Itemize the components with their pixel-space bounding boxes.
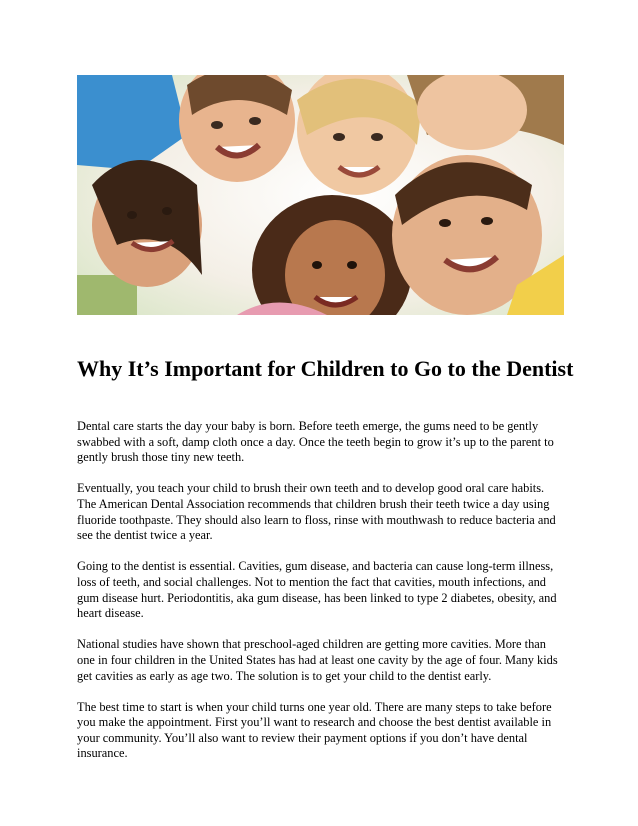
- children-smiling-photo: [77, 75, 564, 315]
- paragraph-national-studies: National studies have shown that preschool-aged children are getting more cavities. More than one in four children in the United States has had at least one cavity by the age of four. Many kids get cavities as early as age two. The solution is to get your child to the dentist early.: [77, 637, 558, 683]
- paragraph-oral-care-habits: Eventually, you teach your child to brush their own teeth and to develop good oral care habits. The American Dental Association recommends that children brush their teeth twice a day using fluoride toothpaste. They should also learn to floss, rinse with mouthwash to reduce bacteria and see the dentist twice a year.: [77, 481, 556, 543]
- article-body: [77, 419, 563, 778]
- article-title: Why It’s Important for Children to Go to the Dentist: [77, 356, 574, 381]
- children-photo-illustration: [77, 75, 564, 315]
- paragraph-best-time: The best time to start is when your child turns one year old. There are many steps to take before you make the appointment. First you’ll want to research and choose the best dentist available in your community. You’ll also want to review their payment options if you don’t have dental insurance.: [77, 699, 552, 761]
- paragraph-dental-care-start: Dental care starts the day your baby is born. Before teeth emerge, the gums need to be gently swabbed with a soft, damp cloth once a day. Once the teeth begin to grow it’s up to the parent to gently brush those tiny new teeth.: [77, 419, 554, 465]
- paragraph-dentist-essential: Going to the dentist is essential. Cavities, gum disease, and bacteria can cause long-term illness, loss of teeth, and social challenges. Not to mention the fact that cavities, mouth infections, and gum disease hurt. Periodontitis, aka gum disease, has been linked to type 2 diabetes, obesity, and heart disease.: [77, 559, 557, 621]
